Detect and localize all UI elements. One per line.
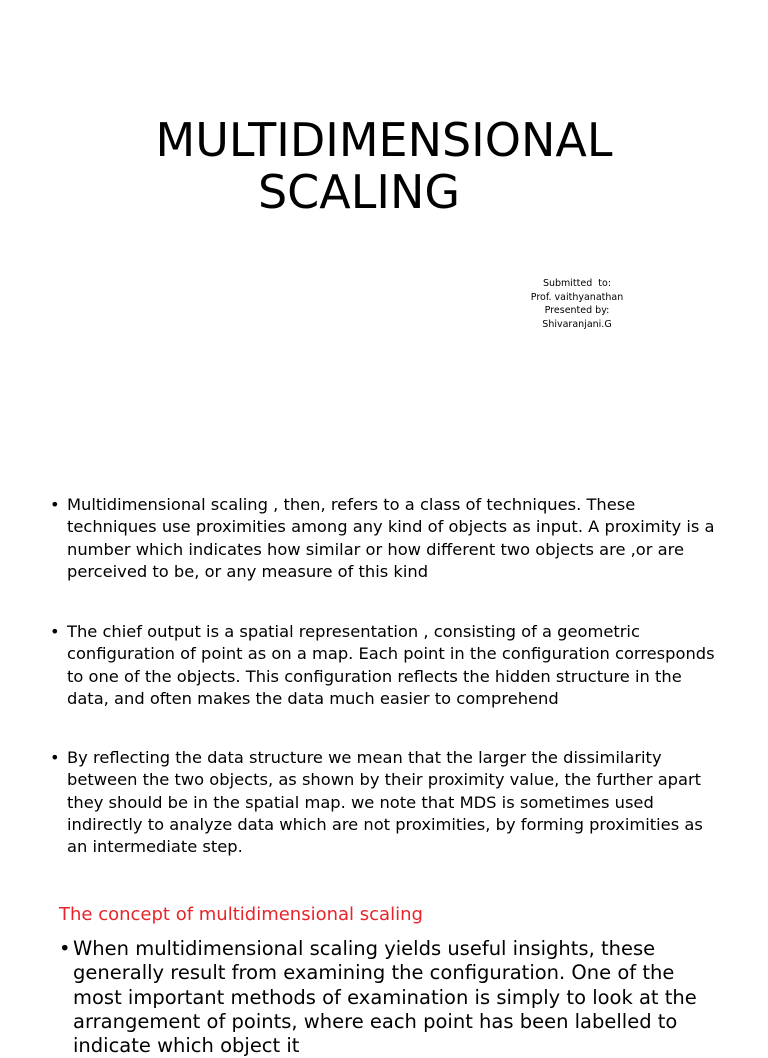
list-item: [48, 621, 718, 710]
slide-title: [0, 114, 768, 218]
title-line-1: MULTIDIMENSIONAL: [155, 113, 613, 167]
bullet-list-2: [48, 621, 718, 710]
list-item: [48, 747, 718, 858]
section-heading: The concept of multidimensional scaling: [59, 904, 423, 925]
list-item: [48, 494, 718, 583]
bullet-icon: •: [50, 622, 60, 641]
presenter-name: Shivaranjani.G: [542, 318, 612, 330]
bullet-text: The chief output is a spatial representation , consisting of a geometric configuration of point as on a map. Each point in the configuration corresponds to one of the objects. This configuration reflects the hidden structure in the data, and often makes the data much easier to comprehend: [67, 622, 715, 708]
bullet-icon: •: [59, 937, 71, 960]
bullet-icon: •: [50, 495, 60, 514]
bullet-text: By reflecting the data structure we mean that the larger the dissimilarity between the two objects, as shown by their proximity value, the further apart they should be in the spatial map. we note that MDS is sometimes used indirectly to analyze data which are not proximities, by forming proximities as an intermediate step.: [67, 748, 703, 857]
submitted-to-name: Prof. vaithyanathan: [530, 291, 624, 303]
credits-block: [477, 277, 677, 331]
bullet-list-1: [48, 494, 718, 583]
bullet-text: When multidimensional scaling yields useful insights, these generally result from examining the configuration. One of the most important methods of examination is simply to look at the arrangement of points, where each point has been labelled to indicate which object it: [73, 937, 697, 1058]
section-bullet-list: [58, 937, 718, 1058]
bullet-icon: •: [50, 748, 60, 767]
list-item: [58, 937, 718, 1058]
presented-label: Presented by:: [544, 305, 610, 316]
bullet-text: Multidimensional scaling , then, refers to a class of techniques. These techniques use proximities among any kind of objects as input. A proximity is a number which indicates how similar or how different two objects are ,or are perceived to be, or any measure of this kind: [67, 495, 715, 581]
bullet-list-3: [48, 747, 718, 858]
submitted-label: Submitted to:: [542, 278, 612, 289]
title-line-2: SCALING: [257, 165, 461, 219]
